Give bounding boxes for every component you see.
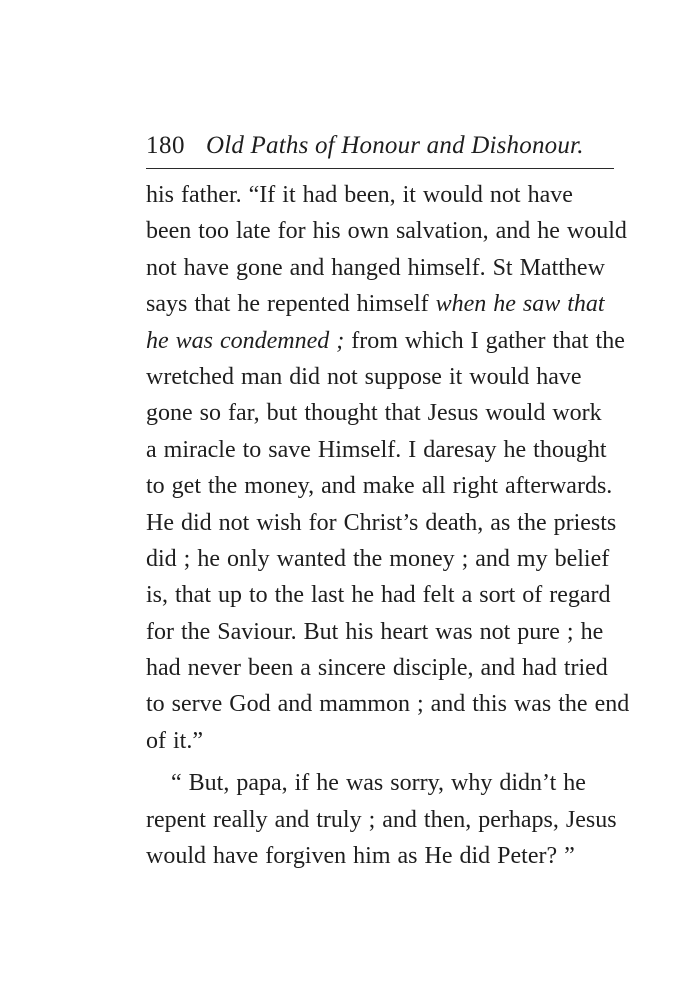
- text-line: did ; he only wanted the money ; and my belief: [146, 545, 610, 572]
- text-line: repent really and truly ; and then, perhaps, Jesus: [146, 806, 617, 833]
- text-line: He did not wish for Christ’s death, as the priests: [146, 509, 617, 536]
- text-line: been too late for his own salvation, and he would: [146, 218, 627, 245]
- text-line: his father. “If it had been, it would not have: [146, 182, 573, 208]
- text-line: gone so far, but thought that Jesus would work: [146, 400, 602, 427]
- text-line: for the Saviour. But his heart was not pure ; he: [146, 618, 604, 645]
- page-number: 180: [146, 132, 185, 159]
- italic-quote: when he saw that: [435, 291, 605, 318]
- text-line: a miracle to save Himself. I daresay he thought: [146, 436, 607, 463]
- text-line: not have gone and hanged himself. St Matthew: [146, 254, 605, 281]
- header-rule: [146, 168, 614, 169]
- text-line: “ But, papa, if he was sorry, why didn’t he: [171, 770, 586, 797]
- text-line: wretched man did not suppose it would have: [146, 363, 582, 390]
- text-line: to get the money, and make all right afterwards.: [146, 473, 613, 500]
- italic-quote: he was condemned ;: [146, 327, 345, 354]
- page-header: [146, 126, 616, 166]
- body-text: [146, 177, 666, 874]
- text-line: of it.”: [146, 727, 203, 754]
- text-segment: says that he repented himself: [146, 291, 436, 318]
- text-line: [146, 323, 666, 359]
- running-title: Old Paths of Honour and Dishonour.: [206, 132, 584, 159]
- text-line: [146, 286, 666, 322]
- text-line: is, that up to the last he had felt a sort of regard: [146, 582, 611, 609]
- text-segment: from which I gather that the: [344, 327, 625, 354]
- text-line: had never been a sincere disciple, and had tried: [146, 655, 608, 682]
- text-line: to serve God and mammon ; and this was the end: [146, 691, 630, 718]
- text-line: would have forgiven him as He did Peter? ”: [146, 843, 575, 870]
